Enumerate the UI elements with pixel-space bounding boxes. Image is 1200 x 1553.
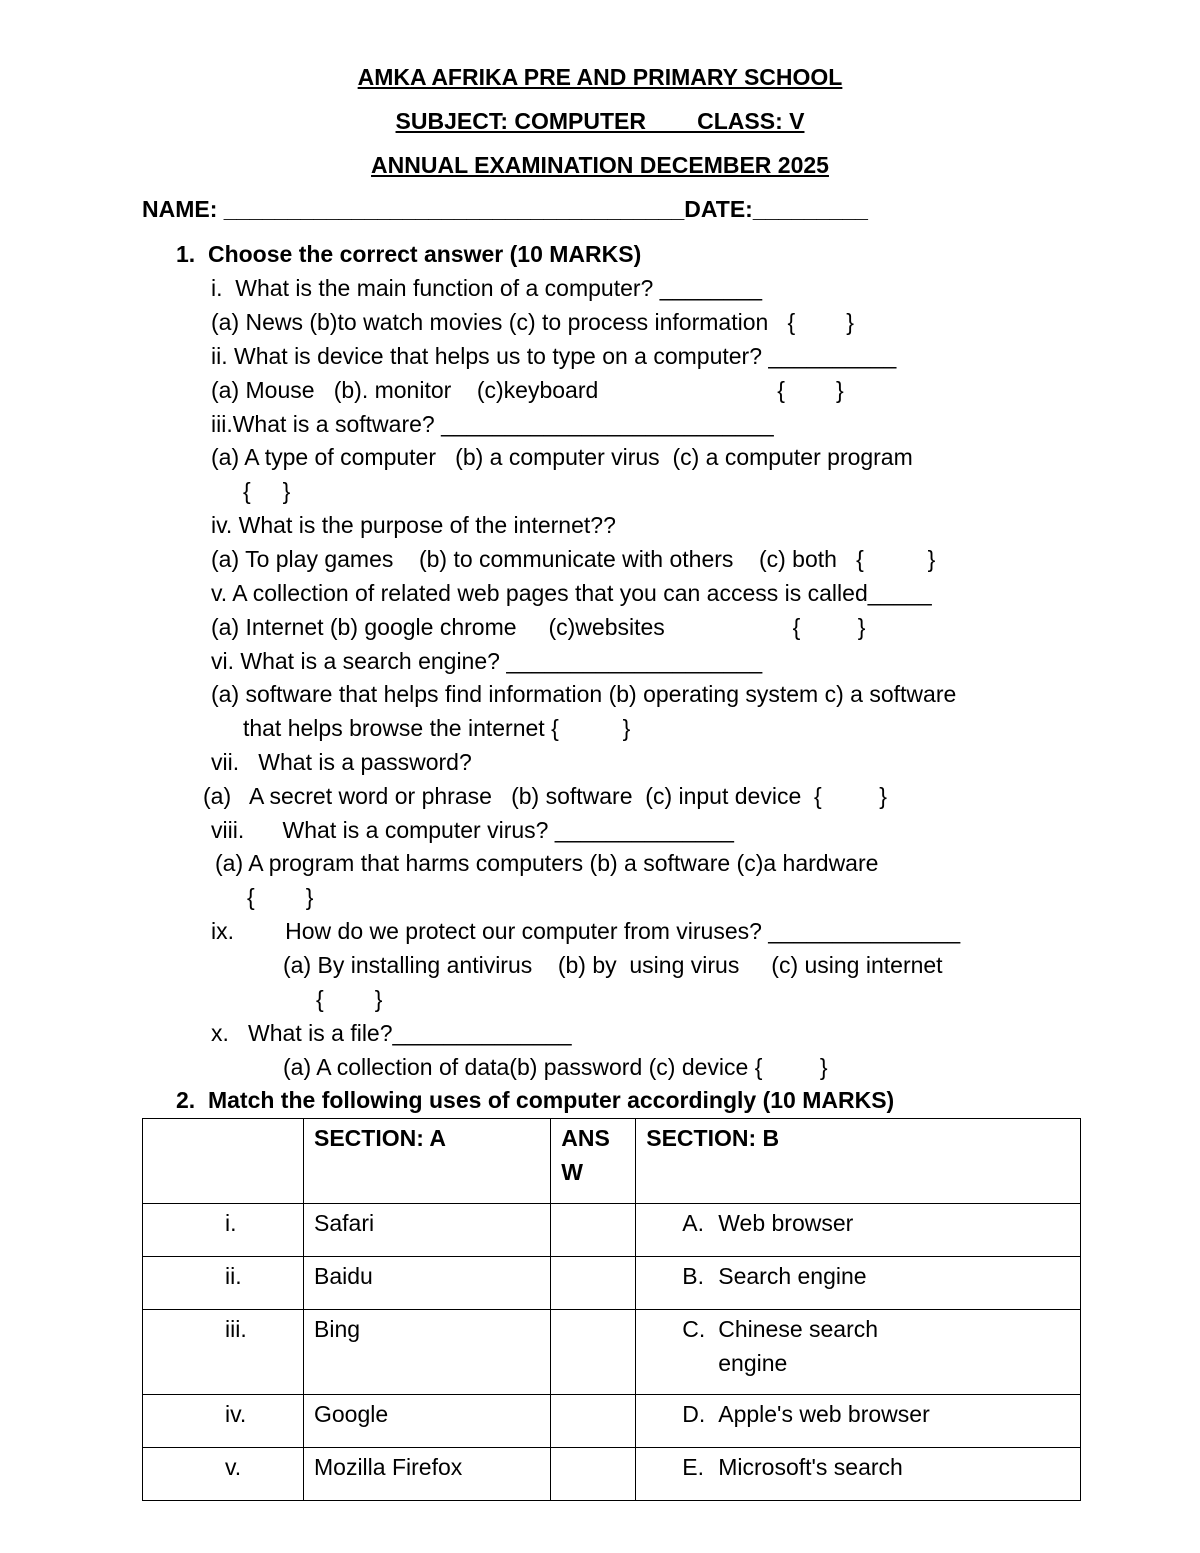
table-row (143, 1395, 1081, 1448)
question-line: x. What is a file?______________ (211, 1020, 572, 1046)
question-line: ix. How do we protect our computer from viruses? _______________ (211, 918, 961, 944)
section-b-item (636, 1204, 1081, 1257)
matching-table (142, 1118, 1081, 1501)
question-line: iv. What is the purpose of the internet?? (211, 512, 616, 538)
section-b-text: Search engine (718, 1263, 867, 1289)
question-line: (a) Mouse (b). monitor (c)keyboard { } (211, 377, 844, 403)
question-line: (a) A collection of data(b) password (c) device { } (283, 1054, 828, 1080)
section1-title: 1. Choose the correct answer (10 MARKS) (176, 241, 642, 267)
table-row (143, 1204, 1081, 1257)
section-b-letter: E. (682, 1454, 704, 1480)
table-row (143, 1310, 1081, 1395)
question-line: vi. What is a search engine? ____________________ (211, 648, 763, 674)
question-line: { } (316, 986, 383, 1012)
question-line: { } (211, 478, 291, 504)
question-line: i. What is the main function of a computer? ________ (211, 275, 763, 301)
question-line: (a) To play games (b) to communicate with others (c) both { } (211, 546, 936, 572)
exam-title: ANNUAL EXAMINATION DECEMBER 2025 (371, 152, 829, 178)
question-line: ii. What is device that helps us to type on a computer? __________ (211, 343, 897, 369)
section-a-label: SECTION: A (314, 1125, 447, 1151)
section-a-item: Bing (304, 1310, 551, 1395)
header-section-a (304, 1119, 551, 1204)
section-b-letter: C. (682, 1316, 706, 1342)
section2-title: 2. Match the following uses of computer accordingly (10 MARKS) (176, 1087, 895, 1113)
row-num: iv. (143, 1395, 304, 1448)
question-line: (a) News (b)to watch movies (c) to process information { } (211, 309, 854, 335)
question-line: (a) A secret word or phrase (b) software (c) input device { } (203, 783, 887, 809)
answer-cell[interactable] (551, 1310, 636, 1395)
row-num: iii. (143, 1310, 304, 1395)
section-b-text: Web browser (718, 1210, 854, 1236)
section-b-item (636, 1310, 1081, 1395)
section-b-item (636, 1395, 1081, 1448)
answer-cell[interactable] (551, 1204, 636, 1257)
table-row (143, 1257, 1081, 1310)
question-line: { } (215, 884, 314, 910)
question-line: (a) By installing antivirus (b) by using virus (c) using internet (283, 952, 943, 978)
section-b-letter: D. (682, 1401, 706, 1427)
row-num: v. (143, 1448, 304, 1501)
answer-label-line1: ANS (561, 1125, 610, 1151)
section-b-text: Apple's web browser (718, 1401, 930, 1427)
row-num: i. (143, 1204, 304, 1257)
question-line: that helps browse the internet { } (211, 715, 631, 741)
question-line: vii. What is a password? (211, 749, 472, 775)
question-line: (a) A type of computer (b) a computer virus (c) a computer program (211, 444, 913, 470)
school-title: AMKA AFRIKA PRE AND PRIMARY SCHOOL (357, 64, 843, 90)
answer-cell[interactable] (551, 1257, 636, 1310)
header-answer (551, 1119, 636, 1204)
section-a-item: Mozilla Firefox (304, 1448, 551, 1501)
question-line: iii.What is a software? __________________________ (211, 411, 774, 437)
section-b-text-line2: engine (718, 1350, 788, 1376)
question-line: (a) A program that harms computers (b) a software (c)a hardware (215, 850, 879, 876)
name-date-line: NAME: ____________________________________DATE:_________ (142, 196, 868, 222)
answer-cell[interactable] (551, 1448, 636, 1501)
table-header-row (143, 1119, 1081, 1204)
answer-label-line2: W (561, 1159, 583, 1185)
section-b-text: Chinese search (718, 1316, 879, 1342)
section-b-label: SECTION: B (646, 1125, 780, 1151)
section-b-item (636, 1448, 1081, 1501)
section-b-text: Microsoft's search (718, 1454, 903, 1480)
question-line: (a) software that helps find information (b) operating system c) a software (211, 681, 957, 707)
question-line: (a) Internet (b) google chrome (c)websites { } (211, 614, 866, 640)
question-line: viii. What is a computer virus? ______________ (211, 817, 734, 843)
answer-cell[interactable] (551, 1395, 636, 1448)
section-b-text-wrap (718, 1312, 878, 1380)
section-b-letter: A. (682, 1210, 704, 1236)
row-num: ii. (143, 1257, 304, 1310)
table-row (143, 1448, 1081, 1501)
section-b-letter: B. (682, 1263, 704, 1289)
header-section-b (636, 1119, 1081, 1204)
section-a-item: Safari (304, 1204, 551, 1257)
header-num-cell (143, 1119, 304, 1204)
question-line: v. A collection of related web pages that you can access is called_____ (211, 580, 932, 606)
section-a-item: Baidu (304, 1257, 551, 1310)
section-a-item: Google (304, 1395, 551, 1448)
subject-class: SUBJECT: COMPUTER CLASS: V (395, 108, 805, 134)
section-b-item (636, 1257, 1081, 1310)
